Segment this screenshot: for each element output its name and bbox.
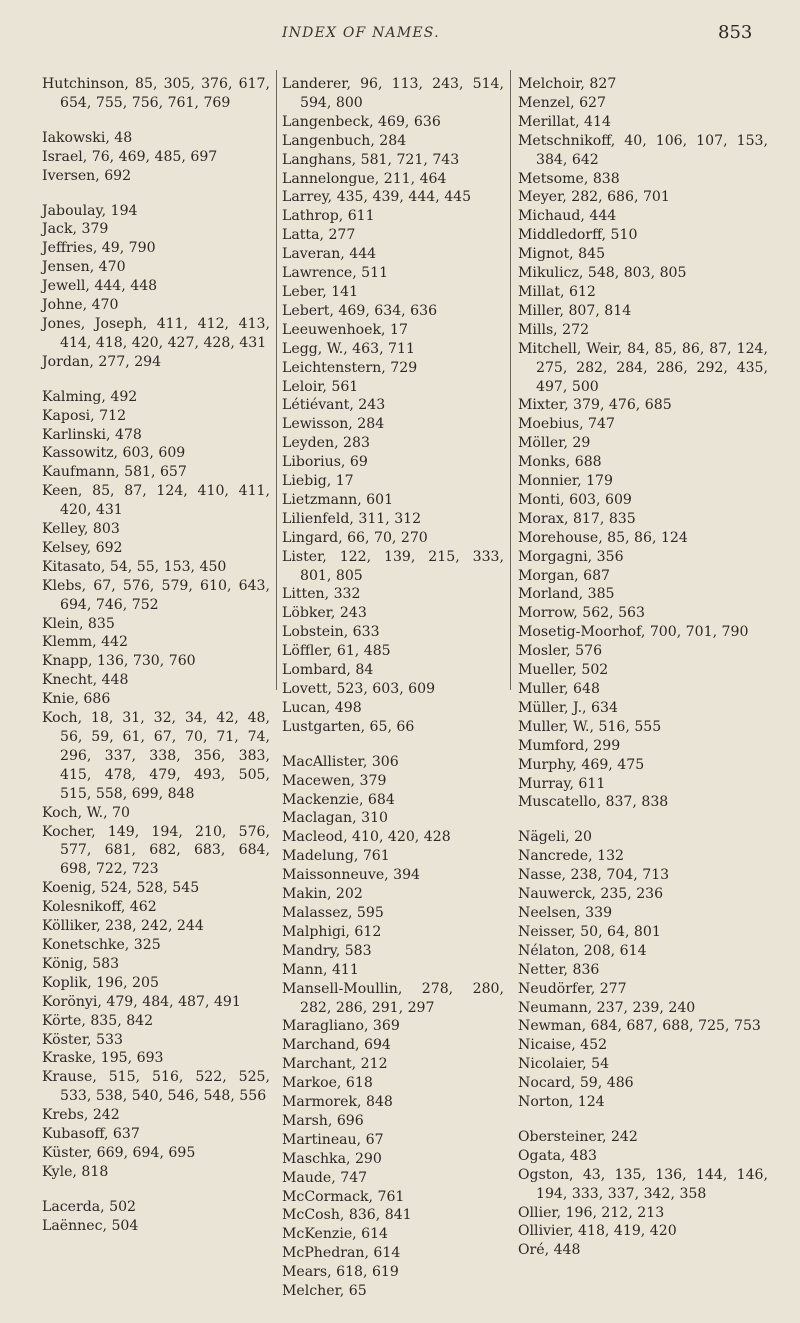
index-entry: Newman, 684, 687, 688, 725, 753 bbox=[518, 1018, 761, 1035]
index-entry: McCosh, 836, 841 bbox=[282, 1207, 412, 1224]
index-entry: Nocard, 59, 486 bbox=[518, 1075, 634, 1092]
index-entry: Nicaise, 452 bbox=[518, 1037, 608, 1054]
index-entry: Keen, 85, 87, 124, 410, 411, 420, 431 bbox=[42, 483, 270, 519]
index-entry: Möller, 29 bbox=[518, 435, 591, 452]
index-entry: Maragliano, 369 bbox=[282, 1018, 400, 1035]
index-entry: Oré, 448 bbox=[518, 1242, 581, 1259]
index-entry: Latta, 277 bbox=[282, 227, 356, 244]
index-entry: Leichtenstern, 729 bbox=[282, 359, 418, 376]
index-entry: Markoe, 618 bbox=[282, 1075, 373, 1092]
index-entry: Mikulicz, 548, 803, 805 bbox=[518, 265, 687, 282]
index-entry: McCormack, 761 bbox=[282, 1188, 405, 1205]
index-entry: Lombard, 84 bbox=[282, 662, 374, 679]
index-entry: Marchand, 694 bbox=[282, 1037, 391, 1054]
index-entry: Iakowski, 48 bbox=[42, 129, 133, 146]
index-entry: Küster, 669, 694, 695 bbox=[42, 1144, 196, 1161]
index-entry: Macewen, 379 bbox=[282, 772, 387, 789]
page-number: 853 bbox=[718, 22, 753, 43]
index-entry: Maissonneuve, 394 bbox=[282, 867, 421, 884]
index-entry: Metsome, 838 bbox=[518, 170, 620, 187]
index-entry: Lingard, 66, 70, 270 bbox=[282, 529, 428, 546]
index-entry: Lobstein, 633 bbox=[282, 624, 380, 641]
index-entry: Merillat, 414 bbox=[518, 113, 611, 130]
index-entry: Leeuwenhoek, 17 bbox=[282, 321, 408, 338]
index-entry: Kelsey, 692 bbox=[42, 539, 123, 556]
index-entry: Mandry, 583 bbox=[282, 942, 372, 959]
index-entry: Melcher, 65 bbox=[282, 1283, 367, 1300]
index-entry: Metschnikoff, 40, 106, 107, 153, 384, 642 bbox=[518, 132, 768, 168]
index-entry: Mears, 618, 619 bbox=[282, 1264, 399, 1281]
index-entry: Monti, 603, 609 bbox=[518, 491, 632, 508]
index-entry: Nägeli, 20 bbox=[518, 829, 593, 846]
index-entry: Lister, 122, 139, 215, 333, 801, 805 bbox=[282, 548, 504, 584]
index-entry: Lustgarten, 65, 66 bbox=[282, 718, 415, 735]
index-entry: Leyden, 283 bbox=[282, 435, 370, 452]
page-header bbox=[0, 22, 800, 52]
index-column-1 bbox=[42, 75, 270, 1236]
index-entry: Morax, 817, 835 bbox=[518, 510, 636, 527]
index-entry: Morrow, 562, 563 bbox=[518, 605, 645, 622]
index-entry: Korönyi, 479, 484, 487, 491 bbox=[42, 993, 241, 1010]
index-entry: Makin, 202 bbox=[282, 886, 363, 903]
index-column-3 bbox=[518, 75, 768, 1260]
index-entry: Jordan, 277, 294 bbox=[42, 353, 162, 370]
index-entry: Kitasato, 54, 55, 153, 450 bbox=[42, 558, 227, 575]
index-entry: Marmorek, 848 bbox=[282, 1094, 393, 1111]
index-entry: Menzel, 627 bbox=[518, 94, 606, 111]
index-entry: Mosler, 576 bbox=[518, 643, 603, 660]
index-entry: Maclagan, 310 bbox=[282, 810, 388, 827]
index-entry: Krause, 515, 516, 522, 525, 533, 538, 540, 546, 548, 556 bbox=[42, 1069, 270, 1105]
index-entry: Lovett, 523, 603, 609 bbox=[282, 681, 436, 697]
index-entry: Liborius, 69 bbox=[282, 454, 368, 471]
index-entry: Mueller, 502 bbox=[518, 662, 609, 679]
index-entry: Mills, 272 bbox=[518, 321, 590, 338]
index-entry: Nasse, 238, 704, 713 bbox=[518, 867, 670, 884]
index-entry: Jewell, 444, 448 bbox=[42, 278, 158, 295]
index-entry: Kaposi, 712 bbox=[42, 407, 127, 424]
index-entry: Mosetig-Moorhof, 700, 701, 790 bbox=[518, 624, 749, 641]
index-entry: Morehouse, 85, 86, 124 bbox=[518, 529, 688, 546]
index-entry: Létiévant, 243 bbox=[282, 397, 386, 414]
column-divider bbox=[510, 70, 511, 690]
index-entry: Mackenzie, 684 bbox=[282, 791, 395, 808]
index-entry: Klein, 835 bbox=[42, 615, 115, 632]
index-entry: Knecht, 448 bbox=[42, 672, 129, 689]
index-entry: Liebig, 17 bbox=[282, 473, 354, 490]
index-entry: Legg, W., 463, 711 bbox=[282, 340, 415, 357]
index-entry: Obersteiner, 242 bbox=[518, 1128, 638, 1145]
index-entry: Nancrede, 132 bbox=[518, 848, 625, 865]
index-entry: Malassez, 595 bbox=[282, 904, 384, 921]
index-entry: Lucan, 498 bbox=[282, 699, 362, 716]
index-entry: Landerer, 96, 113, 243, 514, 594, 800 bbox=[282, 76, 504, 111]
index-entry: Hutchinson, 85, 305, 376, 617, 654, 755, 756, 761, 769 bbox=[42, 76, 270, 111]
index-entry: Muller, W., 516, 555 bbox=[518, 718, 662, 735]
index-entry: Körte, 835, 842 bbox=[42, 1012, 154, 1029]
index-entry: Kalming, 492 bbox=[42, 388, 138, 405]
index-entry: Müller, J., 634 bbox=[518, 699, 618, 716]
index-entry: Knapp, 136, 730, 760 bbox=[42, 653, 196, 670]
index-entry: Karlinski, 478 bbox=[42, 426, 142, 443]
index-entry: Moebius, 747 bbox=[518, 416, 615, 433]
running-title: INDEX OF NAMES. bbox=[282, 25, 440, 41]
index-entry: Larrey, 435, 439, 444, 445 bbox=[282, 189, 472, 206]
index-entry: Koch, W., 70 bbox=[42, 804, 130, 821]
index-entry: Neelsen, 339 bbox=[518, 904, 613, 921]
index-entry: Koplik, 196, 205 bbox=[42, 974, 159, 991]
index-entry: Kocher, 149, 194, 210, 576, 577, 681, 682, 683, 684, 698, 722, 723 bbox=[42, 823, 270, 878]
index-entry: Morgan, 687 bbox=[518, 567, 611, 584]
index-entry: Kolesnikoff, 462 bbox=[42, 899, 157, 916]
index-column-2 bbox=[282, 75, 504, 1301]
index-entry: Meyer, 282, 686, 701 bbox=[518, 189, 670, 206]
index-entry: Litten, 332 bbox=[282, 586, 361, 603]
index-entry: Maude, 747 bbox=[282, 1169, 368, 1186]
index-entry: Mignot, 845 bbox=[518, 246, 606, 263]
index-entry: Mann, 411 bbox=[282, 961, 359, 978]
index-entry: Jaboulay, 194 bbox=[42, 202, 138, 219]
index-entry: Konetschke, 325 bbox=[42, 936, 161, 953]
index-entry: Jack, 379 bbox=[42, 221, 109, 238]
index-entry: Löffler, 61, 485 bbox=[282, 643, 391, 660]
index-entry: Jones, Joseph, 411, 412, 413, 414, 418, 420, 427, 428, 431 bbox=[42, 315, 270, 351]
index-entry: Kassowitz, 603, 609 bbox=[42, 445, 186, 462]
index-entry: Lacerda, 502 bbox=[42, 1198, 137, 1215]
index-entry: Morgagni, 356 bbox=[518, 548, 624, 565]
index-entry: Klebs, 67, 576, 579, 610, 643, 694, 746, 752 bbox=[42, 577, 270, 613]
index-entry: Lannelongue, 211, 464 bbox=[282, 170, 447, 187]
index-entry: Nicolaier, 54 bbox=[518, 1056, 610, 1073]
index-entry: Laënnec, 504 bbox=[42, 1217, 139, 1234]
index-entry: Neumann, 237, 239, 240 bbox=[518, 999, 696, 1016]
index-entry: Netter, 836 bbox=[518, 961, 600, 978]
index-entry: Norton, 124 bbox=[518, 1094, 605, 1111]
index-entry: Maschka, 290 bbox=[282, 1150, 382, 1167]
index-entry: Michaud, 444 bbox=[518, 208, 617, 225]
index-entry: Ogston, 43, 135, 136, 144, 146, 194, 333, 337, 342, 358 bbox=[518, 1166, 768, 1202]
index-entry: Muller, 648 bbox=[518, 681, 600, 697]
index-entry: Leber, 141 bbox=[282, 283, 359, 300]
index-entry: Israel, 76, 469, 485, 697 bbox=[42, 148, 218, 165]
index-entry: Middledorff, 510 bbox=[518, 227, 638, 244]
index-entry: Lebert, 469, 634, 636 bbox=[282, 302, 438, 319]
index-entry: Monks, 688 bbox=[518, 454, 602, 471]
index-entry: Neisser, 50, 64, 801 bbox=[518, 923, 661, 940]
index-entry: Krebs, 242 bbox=[42, 1107, 120, 1124]
index-entry: Lietzmann, 601 bbox=[282, 491, 394, 508]
index-entry: Ollivier, 418, 419, 420 bbox=[518, 1223, 677, 1240]
index-entry: Kelley, 803 bbox=[42, 521, 120, 538]
index-entry: Koenig, 524, 528, 545 bbox=[42, 880, 200, 897]
index-entry: Jeffries, 49, 790 bbox=[42, 240, 156, 257]
index-entry: Madelung, 761 bbox=[282, 848, 390, 865]
index-entry: Ollier, 196, 212, 213 bbox=[518, 1204, 665, 1221]
index-entry: Malphigi, 612 bbox=[282, 923, 382, 940]
column-divider bbox=[276, 70, 277, 690]
index-entry: Köster, 533 bbox=[42, 1031, 123, 1048]
index-entry: Kubasoff, 637 bbox=[42, 1126, 140, 1143]
index-entry: Langhans, 581, 721, 743 bbox=[282, 151, 460, 168]
index-entry: Monnier, 179 bbox=[518, 473, 613, 490]
index-entry: Marsh, 696 bbox=[282, 1112, 364, 1129]
index-entry: Kyle, 818 bbox=[42, 1163, 109, 1180]
index-entry: Nauwerck, 235, 236 bbox=[518, 886, 664, 903]
index-entry: Mitchell, Weir, 84, 85, 86, 87, 124, 275, 282, 284, 286, 292, 435, 497, 500 bbox=[518, 340, 768, 395]
index-entry: McKenzie, 614 bbox=[282, 1226, 389, 1243]
index-entry: Löbker, 243 bbox=[282, 605, 367, 622]
index-entry: Kraske, 195, 693 bbox=[42, 1050, 164, 1067]
index-entry: Neudörfer, 277 bbox=[518, 980, 627, 997]
index-entry: Murphy, 469, 475 bbox=[518, 756, 645, 773]
index-entry: Iversen, 692 bbox=[42, 167, 132, 184]
index-entry: Melchoir, 827 bbox=[518, 76, 617, 92]
index-entry: Murray, 611 bbox=[518, 775, 606, 792]
index-entry: Johne, 470 bbox=[42, 297, 119, 314]
index-entry: Martineau, 67 bbox=[282, 1131, 384, 1148]
index-entry: Muscatello, 837, 838 bbox=[518, 794, 669, 811]
index-entry: Mansell-Moullin, 278, 280, 282, 286, 291, 297 bbox=[282, 980, 504, 1016]
index-entry: Mumford, 299 bbox=[518, 737, 621, 754]
index-entry: Klemm, 442 bbox=[42, 634, 128, 651]
index-entry: Miller, 807, 814 bbox=[518, 302, 632, 319]
index-entry: MacAllister, 306 bbox=[282, 753, 399, 770]
index-entry: Laveran, 444 bbox=[282, 246, 377, 263]
index-entry: Langenbeck, 469, 636 bbox=[282, 113, 441, 130]
index-entry: König, 583 bbox=[42, 955, 120, 972]
index-entry: Lilienfeld, 311, 312 bbox=[282, 510, 422, 527]
index-entry: Ogata, 483 bbox=[518, 1147, 597, 1164]
index-entry: Millat, 612 bbox=[518, 283, 596, 300]
index-entry: Lathrop, 611 bbox=[282, 208, 375, 225]
index-entry: Morland, 385 bbox=[518, 586, 615, 603]
index-entry: Koch, 18, 31, 32, 34, 42, 48, 56, 59, 61, 67, 70, 71, 74, 296, 337, 338, 356, 383, 415, 478, 479, 493, 505, 515, 558, 699, 848 bbox=[42, 710, 270, 802]
index-entry: Jensen, 470 bbox=[42, 259, 126, 276]
index-entry: Lewisson, 284 bbox=[282, 416, 385, 433]
index-entry: Kaufmann, 581, 657 bbox=[42, 464, 187, 481]
index-entry: Mixter, 379, 476, 685 bbox=[518, 397, 672, 414]
index-entry: Langenbuch, 284 bbox=[282, 132, 407, 149]
index-entry: Macleod, 410, 420, 428 bbox=[282, 829, 451, 846]
index-entry: Nélaton, 208, 614 bbox=[518, 942, 647, 959]
index-entry: Leloir, 561 bbox=[282, 378, 359, 395]
index-entry: Lawrence, 511 bbox=[282, 265, 389, 282]
index-entry: Kölliker, 238, 242, 244 bbox=[42, 918, 204, 935]
index-entry: Marchant, 212 bbox=[282, 1056, 388, 1073]
index-entry: Knie, 686 bbox=[42, 691, 111, 708]
index-entry: McPhedran, 614 bbox=[282, 1245, 401, 1262]
